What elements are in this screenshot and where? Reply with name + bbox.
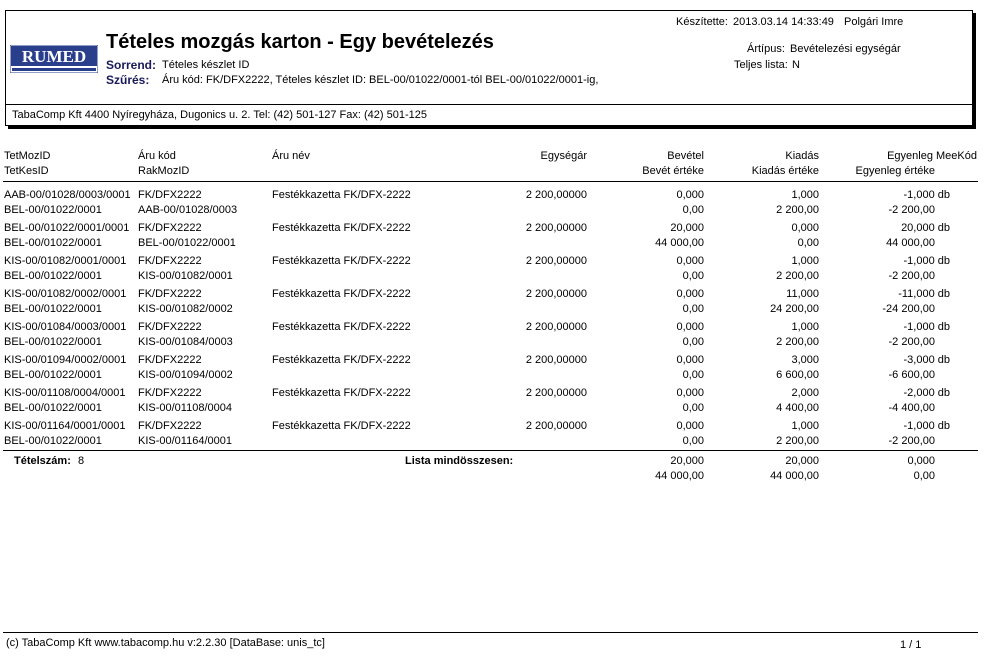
col-egyenleg-erteke: Egyenleg értéke xyxy=(855,165,935,177)
created-value: 2013.03.14 14:33:49 xyxy=(733,16,834,28)
cell-code: FK/DFX2222 xyxy=(138,255,202,267)
cell-id1: KIS-00/01082/0001/0001 xyxy=(4,255,127,267)
cell-in: 0,000 xyxy=(676,255,704,267)
cell-code: FK/DFX2222 xyxy=(138,189,202,201)
col-tetkesid: TetKesID xyxy=(4,165,49,177)
cell-outv: 2 200,00 xyxy=(776,204,819,216)
cell-balv: -24 200,00 xyxy=(882,303,935,315)
cell-bal: -1,000 db xyxy=(903,420,950,432)
col-egysegar: Egységár xyxy=(540,150,587,162)
cell-balv: -4 400,00 xyxy=(888,402,935,414)
cell-rak: BEL-00/01022/0001 xyxy=(138,237,236,249)
cell-out: 2,000 xyxy=(791,387,819,399)
header-rule xyxy=(3,181,978,182)
cell-out: 1,000 xyxy=(791,420,819,432)
cell-price: 2 200,00000 xyxy=(525,189,587,201)
cell-price: 2 200,00000 xyxy=(525,387,587,399)
cell-id2: BEL-00/01022/0001 xyxy=(4,402,102,414)
cell-id1: AAB-00/01028/0003/0001 xyxy=(4,189,131,201)
full-list-value: N xyxy=(792,59,800,71)
count-label: Tételszám: xyxy=(14,455,71,467)
cell-code: FK/DFX2222 xyxy=(138,354,202,366)
cell-balv: -6 600,00 xyxy=(888,369,935,381)
footer-rule xyxy=(3,632,978,633)
created-label: Készítette: xyxy=(676,16,728,28)
cell-inv: 0,00 xyxy=(682,204,704,216)
cell-price: 2 200,00000 xyxy=(525,321,587,333)
cell-bal: -3,000 db xyxy=(903,354,950,366)
cell-outv: 2 200,00 xyxy=(776,270,819,282)
price-type-label: Ártípus: xyxy=(747,43,785,55)
company-logo xyxy=(10,45,98,73)
cell-name: Festékkazetta FK/DFX-2222 xyxy=(272,189,411,201)
cell-outv: 4 400,00 xyxy=(776,402,819,414)
cell-bal: 20,000 db xyxy=(901,222,950,234)
cell-rak: KIS-00/01164/0001 xyxy=(138,435,232,447)
cell-balv: 44 000,00 xyxy=(886,237,935,249)
cell-inv: 0,00 xyxy=(682,369,704,381)
cell-bal: -1,000 db xyxy=(903,189,950,201)
cell-id1: BEL-00/01022/0001/0001 xyxy=(4,222,130,234)
cell-id2: BEL-00/01022/0001 xyxy=(4,435,102,447)
total-in-value: 44 000,00 xyxy=(655,470,704,482)
cell-id1: KIS-00/01082/0002/0001 xyxy=(4,288,127,300)
cell-inv: 0,00 xyxy=(682,402,704,414)
cell-id1: KIS-00/01164/0001/0001 xyxy=(4,420,126,432)
cell-out: 3,000 xyxy=(791,354,819,366)
cell-name: Festékkazetta FK/DFX-2222 xyxy=(272,321,411,333)
cell-name: Festékkazetta FK/DFX-2222 xyxy=(272,420,411,432)
cell-outv: 2 200,00 xyxy=(776,336,819,348)
cell-in: 0,000 xyxy=(676,420,704,432)
cell-in: 0,000 xyxy=(676,288,704,300)
header-divider xyxy=(6,104,972,105)
cell-code: FK/DFX2222 xyxy=(138,387,202,399)
cell-in: 0,000 xyxy=(676,387,704,399)
report-header xyxy=(5,10,973,126)
col-kiadas-erteke: Kiadás értéke xyxy=(751,165,819,177)
cell-out: 1,000 xyxy=(791,321,819,333)
cell-balv: -2 200,00 xyxy=(888,435,935,447)
cell-out: 0,000 xyxy=(791,222,819,234)
page-number: 1 / 1 xyxy=(900,639,922,651)
cell-id1: KIS-00/01108/0004/0001 xyxy=(4,387,126,399)
cell-code: FK/DFX2222 xyxy=(138,288,202,300)
col-rakmozid: RakMozID xyxy=(138,165,190,177)
company-info: TabaComp Kft 4400 Nyíregyháza, Dugonics u. 2. Tel: (42) 501-127 Fax: (42) 501-125 xyxy=(12,109,427,121)
total-in: 20,000 xyxy=(670,455,704,467)
sort-value: Tételes készlet ID xyxy=(162,59,250,71)
cell-in: 0,000 xyxy=(676,321,704,333)
cell-balv: -2 200,00 xyxy=(888,270,935,282)
totals-rule xyxy=(3,450,978,451)
footer-info: (c) TabaComp Kft www.tabacomp.hu v:2.2.30 [DataBase: unis_tc] xyxy=(6,637,325,649)
col-arukod: Áru kód xyxy=(138,150,176,162)
cell-out: 1,000 xyxy=(791,255,819,267)
col-arunev: Áru név xyxy=(272,150,310,162)
cell-name: Festékkazetta FK/DFX-2222 xyxy=(272,255,411,267)
filter-label: Szűrés: xyxy=(106,73,150,87)
cell-inv: 0,00 xyxy=(682,435,704,447)
total-balance: 0,000 xyxy=(907,455,935,467)
cell-inv: 0,00 xyxy=(682,303,704,315)
cell-inv: 0,00 xyxy=(682,336,704,348)
cell-id2: BEL-00/01022/0001 xyxy=(4,204,102,216)
cell-out: 1,000 xyxy=(791,189,819,201)
cell-outv: 2 200,00 xyxy=(776,435,819,447)
filter-value: Áru kód: FK/DFX2222, Tételes készlet ID: BEL-00/01022/0001-tól BEL-00/01022/0001-ig, xyxy=(162,74,599,86)
cell-rak: KIS-00/01094/0002 xyxy=(138,369,233,381)
sort-label: Sorrend: xyxy=(106,58,157,72)
cell-id1: KIS-00/01084/0003/0001 xyxy=(4,321,127,333)
cell-in: 0,000 xyxy=(676,354,704,366)
cell-bal: -11,000 db xyxy=(898,288,950,300)
cell-id2: BEL-00/01022/0001 xyxy=(4,237,102,249)
total-balance-value: 0,00 xyxy=(913,470,935,482)
cell-rak: KIS-00/01082/0001 xyxy=(138,270,233,282)
cell-price: 2 200,00000 xyxy=(525,354,587,366)
cell-out: 11,000 xyxy=(786,288,819,300)
cell-balv: -2 200,00 xyxy=(888,336,935,348)
report-title: Tételes mozgás karton - Egy bevételezés xyxy=(106,31,494,53)
cell-balv: -2 200,00 xyxy=(888,204,935,216)
col-bevetel: Bevétel xyxy=(667,150,704,162)
cell-price: 2 200,00000 xyxy=(525,222,587,234)
total-label: Lista mindösszesen: xyxy=(405,455,514,467)
col-tetmozid: TetMozID xyxy=(4,150,51,162)
cell-id2: BEL-00/01022/0001 xyxy=(4,270,102,282)
cell-rak: KIS-00/01082/0002 xyxy=(138,303,233,315)
cell-bal: -1,000 db xyxy=(903,255,950,267)
cell-bal: -1,000 db xyxy=(903,321,950,333)
cell-inv: 44 000,00 xyxy=(655,237,704,249)
cell-outv: 6 600,00 xyxy=(776,369,819,381)
cell-code: FK/DFX2222 xyxy=(138,420,202,432)
count-value: 8 xyxy=(78,455,85,467)
cell-name: Festékkazetta FK/DFX-2222 xyxy=(272,222,411,234)
cell-rak: KIS-00/01084/0003 xyxy=(138,336,233,348)
col-egyenleg: Egyenleg MeeKód xyxy=(887,150,977,162)
cell-inv: 0,00 xyxy=(682,270,704,282)
full-list-label: Teljes lista: xyxy=(734,59,788,71)
cell-name: Festékkazetta FK/DFX-2222 xyxy=(272,288,411,300)
logo-text: RUMED xyxy=(21,47,87,66)
cell-name: Festékkazetta FK/DFX-2222 xyxy=(272,354,411,366)
total-out-value: 44 000,00 xyxy=(770,470,819,482)
cell-name: Festékkazetta FK/DFX-2222 xyxy=(272,387,411,399)
cell-id2: BEL-00/01022/0001 xyxy=(4,369,102,381)
cell-id1: KIS-00/01094/0002/0001 xyxy=(4,354,127,366)
cell-code: FK/DFX2222 xyxy=(138,321,202,333)
col-kiadas: Kiadás xyxy=(785,150,819,162)
cell-id2: BEL-00/01022/0001 xyxy=(4,336,102,348)
cell-rak: AAB-00/01028/0003 xyxy=(138,204,238,216)
cell-in: 20,000 xyxy=(670,222,704,234)
col-bevet-erteke: Bevét értéke xyxy=(642,165,704,177)
cell-outv: 24 200,00 xyxy=(770,303,819,315)
cell-price: 2 200,00000 xyxy=(525,288,587,300)
cell-rak: KIS-00/01108/0004 xyxy=(138,402,232,414)
cell-code: FK/DFX2222 xyxy=(138,222,202,234)
price-type-value: Bevételezési egységár xyxy=(790,43,901,55)
created-user: Polgári Imre xyxy=(844,16,904,28)
cell-in: 0,000 xyxy=(676,189,704,201)
cell-price: 2 200,00000 xyxy=(525,255,587,267)
cell-id2: BEL-00/01022/0001 xyxy=(4,303,102,315)
cell-outv: 0,00 xyxy=(797,237,819,249)
cell-price: 2 200,00000 xyxy=(525,420,587,432)
cell-bal: -2,000 db xyxy=(903,387,950,399)
total-out: 20,000 xyxy=(785,455,819,467)
